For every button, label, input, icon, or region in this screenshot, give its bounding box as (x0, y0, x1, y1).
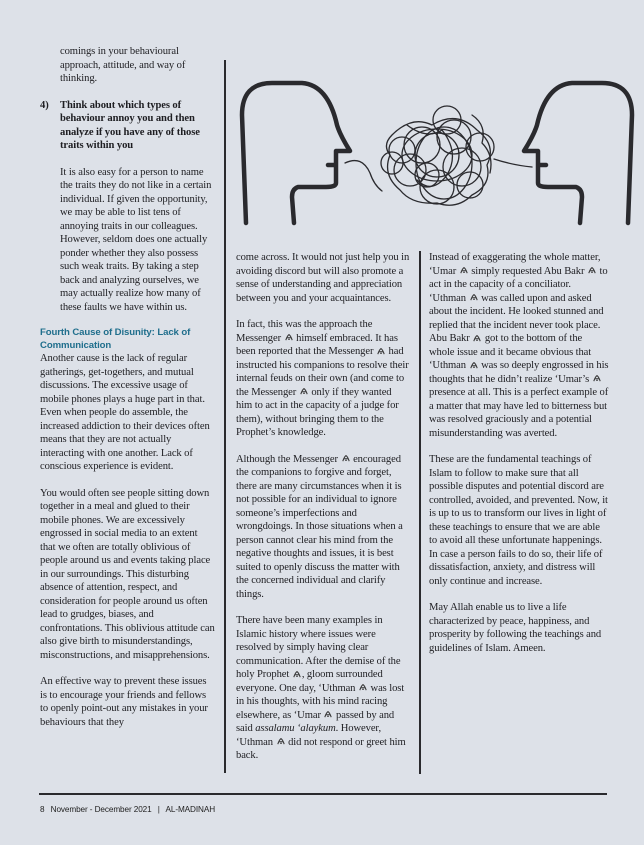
paragraph: come across. It would not just help you in avoiding discord but will also promote a sense of understanding and appreciation between you and your acquaintances. (236, 252, 410, 304)
list-item-text: Think about which types of behaviour annoy you and then analyze if you have any of those traits within you (60, 99, 200, 151)
publication-name: AL-MADINAH (165, 805, 216, 814)
column-divider-left (224, 60, 226, 773)
list-item-4 (40, 99, 215, 153)
honorific-icon (342, 454, 350, 462)
middle-column (236, 251, 410, 776)
paragraph (236, 453, 410, 602)
text-run: to act in the capacity of a conciliator. ‘Uthman (429, 265, 608, 304)
text-run: There have been many examples in Islamic history where issues were resolved by simply having clear communication. After the demise of the holy Prophet (236, 615, 401, 680)
page-number: 8 (40, 805, 45, 814)
text-run: had instructed his companions to resolve their internal feuds on their own (and come to the Messenger (236, 346, 409, 398)
list-item-body: It is also easy for a person to name the traits they do not like in a certain individual. If given the opportunity, we may be able to list tens of annoying traits in our colleagues. However, seldom does one actually ponder whether they also possess such weak traits. By taking a step back and analyzing ourselves, we may actually realize how many of these faults we have within us. (60, 166, 212, 313)
honorific-icon (377, 347, 385, 355)
honorific-icon (470, 293, 478, 301)
text-run: In fact, this was the approach the Messenger (236, 319, 373, 344)
text-run: only if they wanted him to act in the capacity of a judge for them), without bringing them to the Prophet’s knowledge. (236, 386, 399, 438)
text-run: Although the Messenger (236, 453, 338, 465)
continuation-text: comings in your behavioural approach, attitude, and way of thinking. (60, 46, 186, 84)
honorific-icon (359, 683, 367, 691)
left-column (40, 45, 215, 742)
text-run: . However, ‘Uthman (236, 723, 381, 748)
paragraph: May Allah enable us to live a life characterized by peace, happiness, and prosperity by following the teachings and guidelines of Islam. Ameen. (429, 602, 602, 654)
honorific-icon (285, 333, 293, 341)
footer-separator: | (157, 805, 160, 814)
list-number: 4) (40, 99, 49, 111)
text-run: got to the bottom of the whole issue and it became obvious that ‘Uthman (429, 333, 592, 371)
honorific-icon (588, 266, 596, 274)
text-run: did not respond or greet him back. (236, 736, 406, 761)
text-run: presence at all. This is a perfect example of a matter that may have led to bitterness but was resolved graciously and a potential misunderstanding was averted. (429, 387, 609, 439)
section-heading: Fourth Cause of Disunity: Lack of Communication (40, 327, 191, 351)
page-footer (40, 805, 219, 814)
paragraph (236, 318, 410, 440)
honorific-icon (473, 334, 481, 342)
paragraph: An effective way to prevent these issues is to encourage your friends and fellows to openly point-out any mistakes in your behaviours that they (40, 676, 208, 728)
paragraph (429, 251, 609, 440)
honorific-icon (460, 266, 468, 274)
text-run: was called upon and asked about the incident. He looked stunned and replied that the incident never took place. Abu Bakr (429, 292, 604, 344)
honorific-icon (593, 374, 601, 382)
text-run: was lost in his thoughts, with his mind racing elsewhere, as ‘Umar (236, 682, 405, 721)
italic-greeting: assalamu ‘alaykum (255, 723, 336, 734)
text-run: simply requested Abu Bakr (471, 265, 585, 277)
two-heads-tangled-communication-icon (232, 55, 642, 245)
column-divider-right (419, 251, 421, 774)
paragraph: Another cause is the lack of regular gatherings, get-togethers, and mutual discussions. The excessive usage of mobile phones plays a huge part in that. Even when people do assemble, the increased addiction to their devices often means that they are not actually interacting with one another. Lack of conscious experience is evident. (40, 353, 210, 472)
text-run: encouraged the companions to forgive and forget, there are many circumstances when it is not possible for an individual to ignore someone’s imperfections and wrongdoings. In those situations when a person cannot clear his mind from the negative thoughts and issues, it is best suited to openly discuss the matter with the concerned individual and clarify things. (236, 453, 403, 600)
honorific-icon (470, 361, 478, 369)
text-run: was so deeply engrossed in his thoughts that he didn’t realize ‘Umar’s (429, 360, 609, 385)
text-run: passed by and said (236, 709, 395, 734)
text-run: himself embraced. It has been reported that the Messenger (236, 332, 398, 357)
paragraph: These are the fundamental teachings of Islam to follow to make sure that all possible disputes and potential discord are controlled, avoided, and prevented. Now, it is up to us to transform our lives in light of these teachings to ensure that we are able to avoid all these unfortunate happenings. In case a person fails to do so, their life of dissatisfaction, anxiety, and distress will only continue and increase. (429, 454, 608, 587)
right-column (429, 251, 609, 668)
text-run: , gloom surrounded everyone. One day, ‘Uthman (236, 669, 383, 694)
paragraph (236, 614, 410, 763)
issue-date: November - December 2021 (50, 805, 152, 814)
text-run: Instead of exaggerating the whole matter, ‘Umar (429, 252, 601, 277)
footer-rule (39, 793, 607, 795)
paragraph: You would often see people sitting down together in a meal and glued to their mobile phones. We are excessively engrossed in social media to an extent that we often are totally oblivious of people around us and events taking place in our surroundings. This disturbing absence of attention, respect, and consideration for people around us often lead to grudges, biases, and confrontations. This oblivious attitude can also give birth to misunderstandings, misconstructions, and misapprehensions. (40, 487, 215, 661)
honorific-icon (300, 387, 308, 395)
honorific-icon (324, 710, 332, 718)
honorific-icon (293, 670, 301, 678)
honorific-icon (277, 737, 285, 745)
